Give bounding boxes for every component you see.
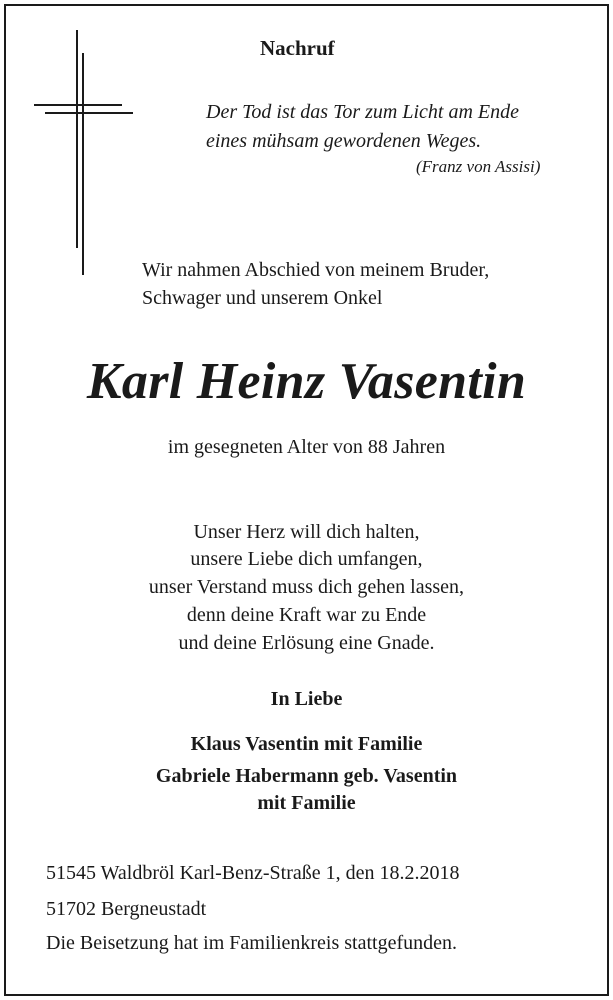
poem-line: unser Verstand muss dich gehen lassen, bbox=[148, 576, 465, 598]
signatory: Gabriele Habermann geb. Vasentin bbox=[155, 765, 458, 787]
quote-author: (Franz von Assisi) bbox=[416, 157, 541, 176]
cross-vertical-bar bbox=[76, 30, 78, 248]
deceased-name: Karl Heinz Vasentin bbox=[86, 353, 527, 410]
funeral-note: Die Beisetzung hat im Familienkreis stattgefunden. bbox=[46, 932, 458, 954]
poem-line: und deine Erlösung eine Gnade. bbox=[178, 632, 435, 654]
address-line: 51702 Bergneustadt bbox=[46, 898, 207, 920]
intro-line: Schwager und unserem Onkel bbox=[142, 287, 383, 309]
notice-heading: Nachruf bbox=[260, 36, 335, 60]
signatory: mit Familie bbox=[257, 792, 356, 814]
poem-line: Unser Herz will dich halten, bbox=[193, 521, 420, 543]
quote-line: eines mühsam gewordenen Weges. bbox=[206, 130, 482, 152]
quote-line: Der Tod ist das Tor zum Licht am Ende bbox=[206, 101, 520, 123]
poem-line: unsere Liebe dich umfangen, bbox=[190, 548, 423, 570]
cross-vertical-bar bbox=[82, 53, 84, 275]
cross-horizontal-bar bbox=[45, 112, 133, 114]
poem-line: denn deine Kraft war zu Ende bbox=[186, 604, 427, 626]
age-text: im gesegneten Alter von 88 Jahren bbox=[167, 436, 446, 458]
address-line: 51545 Waldbröl Karl-Benz-Straße 1, den 18.2.2018 bbox=[46, 862, 460, 884]
intro-line: Wir nahmen Abschied von meinem Bruder, bbox=[142, 259, 490, 281]
cross-horizontal-bar bbox=[34, 104, 122, 106]
in-love-label: In Liebe bbox=[270, 688, 343, 710]
signatory: Klaus Vasentin mit Familie bbox=[190, 733, 423, 755]
